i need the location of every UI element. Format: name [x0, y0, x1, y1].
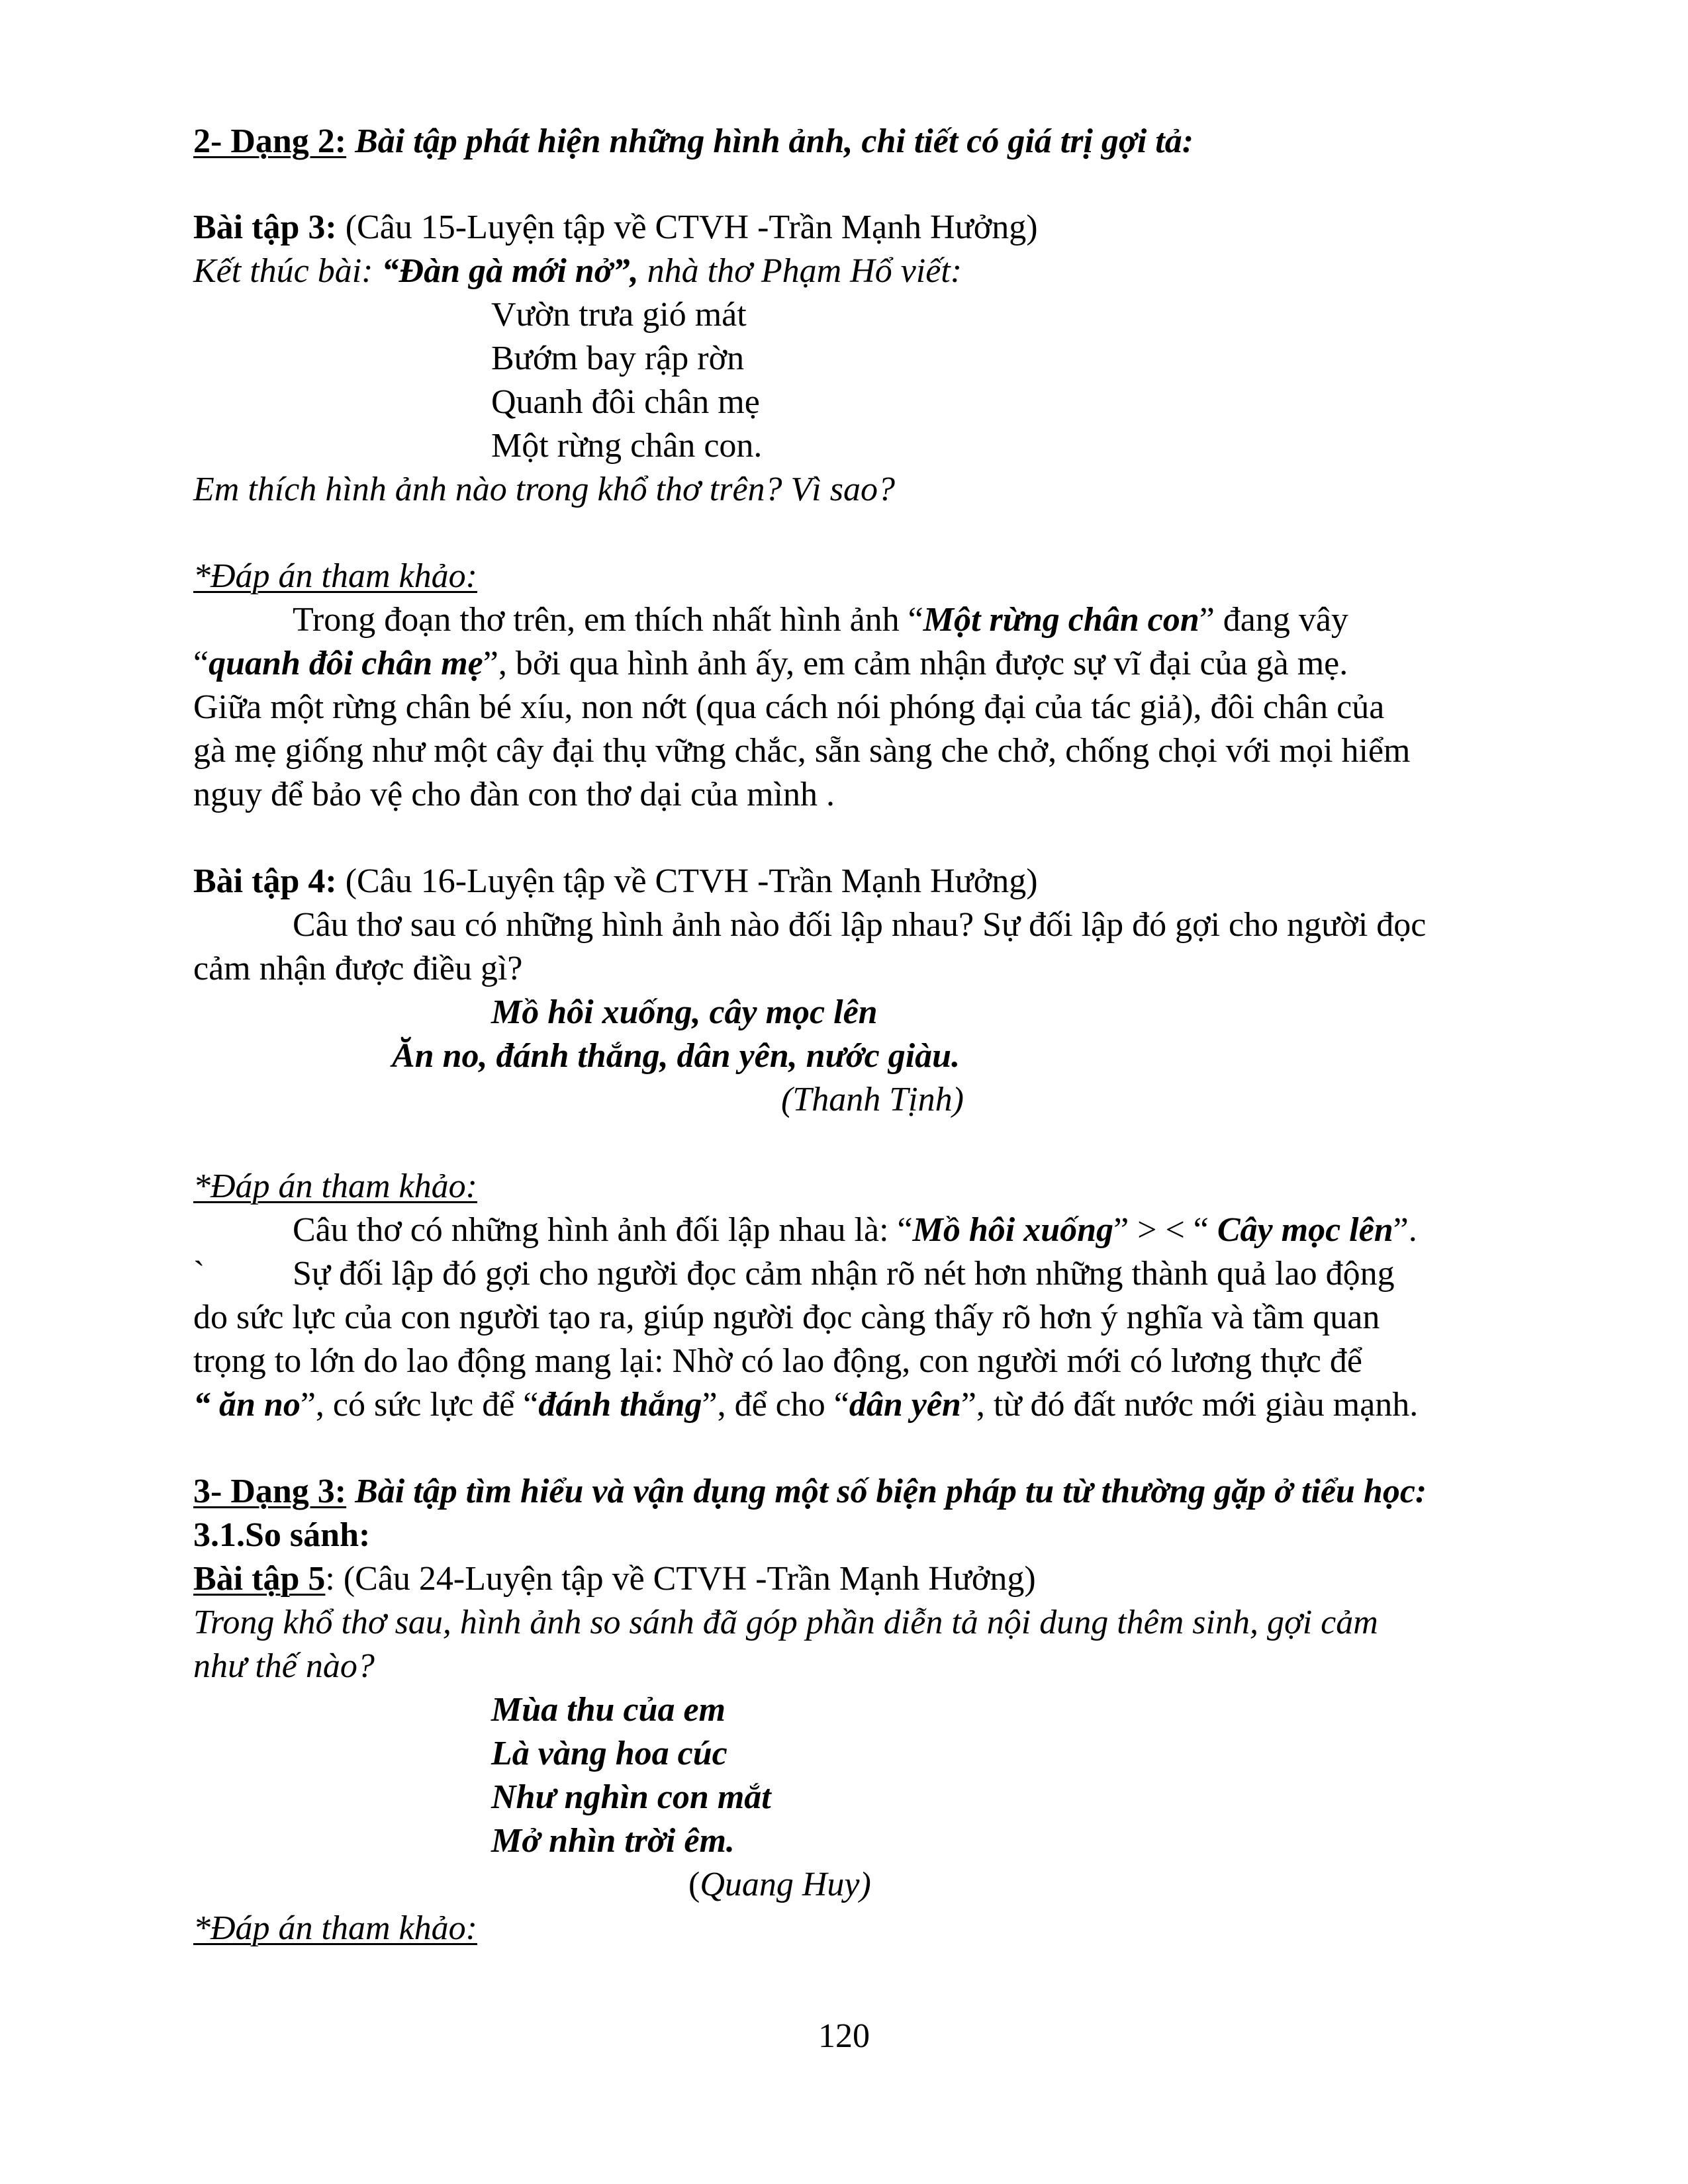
answer-emphasis: Mồ hôi xuống — [912, 1211, 1114, 1249]
verse-author: (Thanh Tịnh) — [781, 1081, 964, 1118]
answer-stray-mark: ` — [193, 1255, 205, 1293]
section-3-label: 3- Dạng 3: — [193, 1473, 347, 1510]
answer-text: “ — [193, 645, 209, 682]
answer-line — [293, 598, 1348, 642]
section-2-title: Bài tập phát hiện những hình ảnh, chi tiết có giá trị gợi tả: — [346, 122, 1194, 160]
answer-emphasis: Cây mọc lên — [1217, 1211, 1393, 1249]
verse-line: Ăn no, đánh thắng, dân yên, nước giàu. — [392, 1037, 961, 1075]
exercise-4-label: Bài tập 4: — [193, 862, 337, 900]
answer-emphasis: “ ăn no — [193, 1386, 301, 1424]
exercise-5-source: : (Câu 24-Luyện tập về CTVH -Trần Mạnh Hưởng) — [325, 1560, 1036, 1598]
answer-emphasis: quanh đôi chân mẹ — [209, 645, 483, 682]
exercise-4-question-cont: cảm nhận được điều gì? — [193, 950, 523, 987]
intro-text-2: nhà thơ Phạm Hổ viết: — [638, 252, 962, 290]
answer-text: Câu thơ có những hình ảnh đối lập nhau là: “ — [293, 1211, 913, 1249]
exercise-3-question: Em thích hình ảnh nào trong khổ thơ trên? Vì sao? — [193, 471, 895, 508]
section-3-title: Bài tập tìm hiểu và vận dụng một số biện pháp tu từ thường gặp ở tiểu học: — [346, 1473, 1427, 1510]
answer-emphasis: Một rừng chân con — [923, 601, 1199, 639]
poem-line: Mở nhìn trời êm. — [491, 1822, 735, 1860]
answer-text: ”, có sức lực để “ — [300, 1386, 539, 1424]
answer-emphasis: đánh thắng — [538, 1386, 702, 1424]
verse-line: Mồ hôi xuống, cây mọc lên — [491, 993, 878, 1031]
exercise-4-title — [193, 860, 1038, 903]
section-2-heading — [193, 120, 1194, 163]
author-paren: ( — [688, 1866, 700, 1903]
answer-line: nguy để bảo vệ cho đàn con thơ dại của mình . — [193, 776, 835, 813]
answer-emphasis: dân yên — [849, 1386, 961, 1424]
poem-line: Một rừng chân con. — [491, 427, 763, 465]
answer-line: gà mẹ giống như một cây đại thụ vững chắc, sẵn sàng che chở, chống chọi với mọi hiểm — [193, 732, 1411, 770]
intro-text: Kết thúc bài: — [193, 252, 382, 290]
exercise-3-answer-label: *Đáp án tham khảo: — [193, 557, 477, 595]
answer-line: do sức lực của con người tạo ra, giúp người đọc càng thấy rõ hơn ý nghĩa và tầm quan — [193, 1298, 1380, 1336]
exercise-4-answer-label: *Đáp án tham khảo: — [193, 1167, 477, 1205]
answer-text: Trong đoạn thơ trên, em thích nhất hình ảnh “ — [293, 601, 923, 639]
poem-line: Quanh đôi chân mẹ — [491, 383, 760, 421]
poem-line: Là vàng hoa cúc — [491, 1735, 727, 1772]
answer-line: Sự đối lập đó gợi cho người đọc cảm nhận rõ nét hơn những thành quả lao động — [293, 1255, 1395, 1293]
answer-text: ”, từ đó đất nước mới giàu mạnh. — [961, 1386, 1419, 1424]
exercise-5-label: Bài tập 5 — [193, 1560, 326, 1598]
section-3-heading — [193, 1470, 1427, 1514]
exercise-3-title — [193, 206, 1038, 250]
exercise-3-label: Bài tập 3: — [193, 208, 337, 246]
subsection-title: 3.1.So sánh: — [193, 1516, 371, 1554]
poem-line: Bướm bay rập rờn — [491, 340, 745, 377]
answer-text: ” > < “ — [1113, 1211, 1217, 1249]
poem-title: “Đàn gà mới nở”, — [381, 252, 639, 290]
exercise-5-answer-label: *Đáp án tham khảo: — [193, 1909, 477, 1947]
poem-line: Vườn trưa gió mát — [491, 296, 747, 334]
answer-line — [193, 1383, 1418, 1427]
poem-line: Mùa thu của em — [491, 1691, 726, 1729]
answer-text: ”, bởi qua hình ảnh ấy, em cảm nhận được sự vĩ đại của gà mẹ. — [483, 645, 1348, 682]
answer-line — [193, 642, 1348, 686]
exercise-5-question: Trong khổ thơ sau, hình ảnh so sánh đã góp phần diễn tả nội dung thêm sinh, gợi cảm — [193, 1604, 1378, 1641]
exercise-5-title — [193, 1557, 1036, 1601]
answer-text: ”, để cho “ — [702, 1386, 849, 1424]
exercise-4-source: (Câu 16-Luyện tập về CTVH -Trần Mạnh Hưởng) — [336, 862, 1038, 900]
exercise-5-question-cont: như thế nào? — [193, 1647, 375, 1685]
answer-line: trọng to lớn do lao động mang lại: Nhờ có lao động, con người mới có lương thực để — [193, 1342, 1362, 1380]
page-number: 120 — [818, 2017, 870, 2055]
exercise-3-source: (Câu 15-Luyện tập về CTVH -Trần Mạnh Hưởng) — [336, 208, 1038, 246]
author-name: Quang Huy) — [700, 1866, 871, 1903]
answer-text: ” đang vây — [1199, 601, 1348, 639]
answer-text: ”. — [1393, 1211, 1417, 1249]
exercise-3-intro — [193, 250, 962, 293]
answer-line: Giữa một rừng chân bé xíu, non nớt (qua cách nói phóng đại của tác giả), đôi chân của — [193, 688, 1385, 726]
poem-line: Như nghìn con mắt — [491, 1778, 771, 1816]
exercise-4-question: Câu thơ sau có những hình ảnh nào đối lập nhau? Sự đối lập đó gợi cho người đọc — [293, 906, 1427, 944]
section-2-label: 2- Dạng 2: — [193, 122, 347, 160]
answer-line — [293, 1208, 1417, 1252]
poem-author — [688, 1863, 871, 1907]
